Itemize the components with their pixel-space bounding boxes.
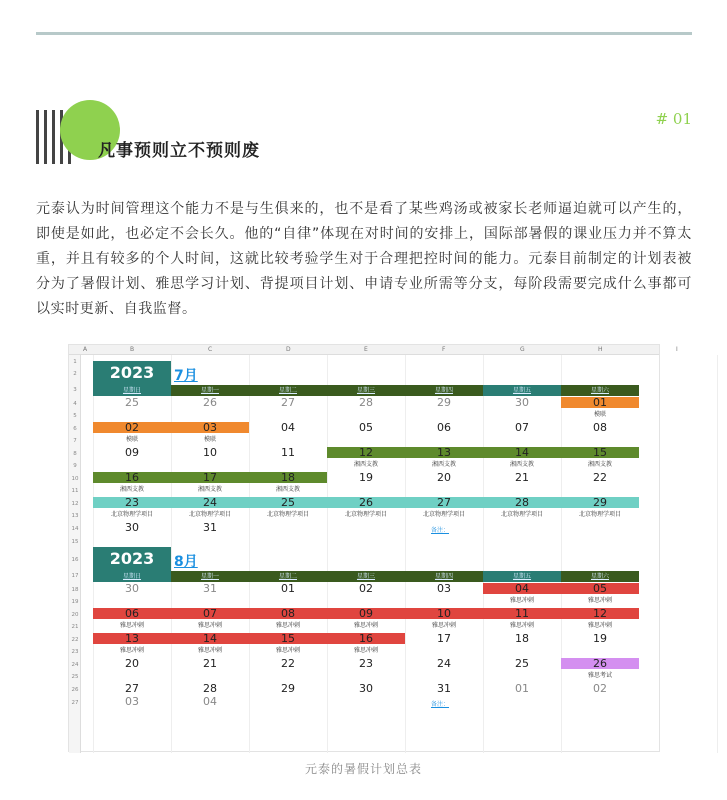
day-cell: 27 — [405, 497, 483, 508]
day-note: 北京物理学项目 — [188, 511, 231, 518]
day-cell: 26 — [327, 497, 405, 508]
day-note: 雅思考试 — [587, 672, 612, 679]
weekday-header: 星期四 — [405, 385, 483, 396]
day-cell: 04 — [203, 695, 217, 708]
row-number: 17 — [71, 573, 79, 579]
weekday-header: 星期一 — [171, 571, 249, 582]
day-cell: 22 — [593, 471, 607, 484]
day-cell: 06 — [437, 421, 451, 434]
day-cell: 23 — [93, 497, 171, 508]
day-cell: 11 — [281, 446, 295, 459]
year-label: 2023 — [93, 361, 171, 385]
row-number: 20 — [71, 612, 79, 618]
day-note: 雅思冲刺 — [431, 622, 456, 629]
column-letter: E — [364, 346, 368, 353]
day-cell: 01 — [515, 682, 529, 695]
day-cell: 25 — [125, 396, 139, 409]
day-cell: 30 — [125, 582, 139, 595]
day-cell: 26 — [203, 396, 217, 409]
day-cell: 17 — [437, 632, 451, 645]
column-letter: I — [676, 346, 678, 353]
day-note: 雅思冲刺 — [119, 622, 144, 629]
day-note: 模联 — [593, 411, 606, 418]
day-cell: 02 — [93, 422, 171, 433]
day-note: 雅思冲刺 — [509, 597, 534, 604]
row-number: 1 — [73, 359, 77, 365]
day-note: 雅思冲刺 — [197, 622, 222, 629]
column-letter: F — [442, 346, 446, 353]
day-cell: 15 — [249, 633, 327, 644]
day-note: 湘西支教 — [353, 461, 378, 468]
day-note: 湘西支教 — [275, 486, 300, 493]
day-cell: 29 — [561, 497, 639, 508]
day-note: 北京物理学项目 — [578, 511, 621, 518]
row-number: 8 — [73, 451, 77, 457]
day-note: 北京物理学项目 — [344, 511, 387, 518]
day-cell: 06 — [93, 608, 171, 619]
calendar-spreadsheet-image — [68, 344, 678, 752]
row-number: 24 — [71, 662, 79, 668]
day-cell: 27 — [281, 396, 295, 409]
row-number: 21 — [71, 624, 79, 630]
day-cell: 29 — [281, 682, 295, 695]
day-note: 雅思冲刺 — [275, 647, 300, 654]
day-cell: 09 — [327, 608, 405, 619]
day-cell: 13 — [405, 447, 483, 458]
day-cell: 03 — [171, 422, 249, 433]
column-letter: D — [286, 346, 291, 353]
weekday-header: 星期二 — [249, 385, 327, 396]
row-number: 11 — [71, 488, 79, 494]
day-cell: 28 — [483, 497, 561, 508]
row-number: 16 — [71, 557, 79, 563]
weekday-header: 星期四 — [405, 571, 483, 582]
row-number: 12 — [71, 501, 79, 507]
day-cell: 12 — [327, 447, 405, 458]
day-cell: 24 — [437, 657, 451, 670]
day-cell: 20 — [437, 471, 451, 484]
section-number: # 01 — [655, 110, 692, 128]
column-letter: B — [130, 346, 135, 353]
month-label: 8月 — [174, 554, 198, 570]
day-cell: 21 — [203, 657, 217, 670]
column-letter: H — [598, 346, 603, 353]
weekday-header: 星期日 — [93, 571, 171, 582]
day-cell: 23 — [359, 657, 373, 670]
day-cell: 11 — [483, 608, 561, 619]
day-cell: 17 — [171, 472, 249, 483]
weekday-header: 星期三 — [327, 385, 405, 396]
day-cell: 09 — [125, 446, 139, 459]
day-cell: 19 — [593, 632, 607, 645]
row-number: 13 — [71, 513, 79, 519]
day-note: 湘西支教 — [119, 486, 144, 493]
day-cell: 31 — [437, 682, 451, 695]
row-number: 19 — [71, 599, 79, 605]
day-note: 北京物理学项目 — [110, 511, 153, 518]
day-cell: 24 — [171, 497, 249, 508]
day-cell: 14 — [171, 633, 249, 644]
day-cell: 16 — [93, 472, 171, 483]
day-note: 北京物理学项目 — [266, 511, 309, 518]
day-note: 雅思冲刺 — [275, 622, 300, 629]
row-number: 25 — [71, 674, 79, 680]
day-note: 模联 — [125, 436, 138, 443]
row-number: 23 — [71, 649, 79, 655]
day-cell: 07 — [515, 421, 529, 434]
day-note: 北京物理学项目 — [422, 511, 465, 518]
day-cell: 30 — [125, 521, 139, 534]
column-header-bar — [69, 345, 678, 355]
day-cell: 15 — [561, 447, 639, 458]
weekday-header: 星期六 — [561, 385, 639, 396]
day-note: 雅思冲刺 — [587, 597, 612, 604]
day-cell: 30 — [515, 396, 529, 409]
day-cell: 08 — [249, 608, 327, 619]
row-header-bar — [69, 355, 81, 753]
day-cell: 05 — [359, 421, 373, 434]
weekday-header: 星期三 — [327, 571, 405, 582]
day-cell: 02 — [593, 682, 607, 695]
day-cell: 19 — [359, 471, 373, 484]
day-cell: 28 — [203, 682, 217, 695]
day-cell: 03 — [437, 582, 451, 595]
day-note: 雅思冲刺 — [353, 622, 378, 629]
row-number: 15 — [71, 539, 79, 545]
day-cell: 16 — [327, 633, 405, 644]
day-cell: 08 — [593, 421, 607, 434]
weekday-header: 星期一 — [171, 385, 249, 396]
day-cell: 05 — [561, 583, 639, 594]
day-cell: 14 — [483, 447, 561, 458]
row-number: 26 — [71, 687, 79, 693]
year-label: 2023 — [93, 547, 171, 571]
day-cell: 29 — [437, 396, 451, 409]
weekday-header: 星期六 — [561, 571, 639, 582]
column-letter: A — [83, 346, 88, 353]
weekday-header: 星期五 — [483, 571, 561, 582]
row-number: 14 — [71, 526, 79, 532]
day-note: 模联 — [203, 436, 216, 443]
row-number: 22 — [71, 637, 79, 643]
day-note: 雅思冲刺 — [197, 647, 222, 654]
day-note: 雅思冲刺 — [509, 622, 534, 629]
day-cell: 13 — [93, 633, 171, 644]
day-cell: 31 — [203, 521, 217, 534]
row-number: 3 — [73, 387, 77, 393]
day-cell: 25 — [249, 497, 327, 508]
grid-line — [717, 355, 718, 753]
day-note: 湘西支教 — [197, 486, 222, 493]
day-note: 雅思冲刺 — [119, 647, 144, 654]
day-cell: 10 — [203, 446, 217, 459]
day-cell: 28 — [359, 396, 373, 409]
day-cell: 07 — [171, 608, 249, 619]
day-note: 湘西支教 — [431, 461, 456, 468]
row-number: 18 — [71, 587, 79, 593]
column-letter: G — [520, 346, 525, 353]
day-note: 北京物理学项目 — [500, 511, 543, 518]
day-cell: 18 — [249, 472, 327, 483]
day-cell: 26 — [561, 658, 639, 669]
weekday-header: 星期日 — [93, 385, 171, 396]
row-number: 4 — [73, 401, 77, 407]
top-divider — [36, 32, 692, 35]
day-cell: 01 — [561, 397, 639, 408]
day-cell: 04 — [281, 421, 295, 434]
day-cell: 22 — [281, 657, 295, 670]
day-note: 雅思冲刺 — [353, 647, 378, 654]
day-cell: 03 — [125, 695, 139, 708]
row-number: 27 — [71, 700, 79, 706]
note-link: 备注： — [431, 527, 450, 534]
day-cell: 27 — [125, 682, 139, 695]
section-heading — [36, 100, 692, 170]
day-cell: 10 — [405, 608, 483, 619]
day-cell: 21 — [515, 471, 529, 484]
weekday-header: 星期二 — [249, 571, 327, 582]
day-cell: 18 — [515, 632, 529, 645]
day-cell: 01 — [281, 582, 295, 595]
row-number: 6 — [73, 426, 77, 432]
day-cell: 30 — [359, 682, 373, 695]
day-note: 湘西支教 — [509, 461, 534, 468]
day-note: 湘西支教 — [587, 461, 612, 468]
section-title: 凡事预则立不预则废 — [98, 141, 260, 161]
row-number: 2 — [73, 371, 77, 377]
image-caption: 元泰的暑假计划总表 — [304, 762, 422, 776]
day-cell: 20 — [125, 657, 139, 670]
row-number: 9 — [73, 463, 77, 469]
note-link: 备注： — [431, 701, 450, 708]
day-cell: 02 — [359, 582, 373, 595]
row-number: 5 — [73, 413, 77, 419]
day-cell: 04 — [483, 583, 561, 594]
day-cell: 25 — [515, 657, 529, 670]
month-label: 7月 — [174, 368, 198, 384]
column-letter: C — [208, 346, 213, 353]
day-note: 雅思冲刺 — [587, 622, 612, 629]
row-number: 10 — [71, 476, 79, 482]
day-cell: 12 — [561, 608, 639, 619]
day-cell: 31 — [203, 582, 217, 595]
body-paragraph: 元泰认为时间管理这个能力不是与生俱来的，也不是看了某些鸡汤或被家长老师逼迫就可以产生的，即使是如此，也必定不会长久。他的“自律”体现在对时间的安排上，国际部暑假的课业压力并不算太重，并且有较多的个人时间，这就比较考验学生对于合理把控时间的能力。元泰目前制定的计划表被分为了暑假计划、雅思学习计划、背提项目计划、申请专业所需等分支，每阶段需要完成什么事都可以实时更新、自我监督。 — [36, 201, 692, 317]
row-number: 7 — [73, 438, 77, 444]
weekday-header: 星期五 — [483, 385, 561, 396]
